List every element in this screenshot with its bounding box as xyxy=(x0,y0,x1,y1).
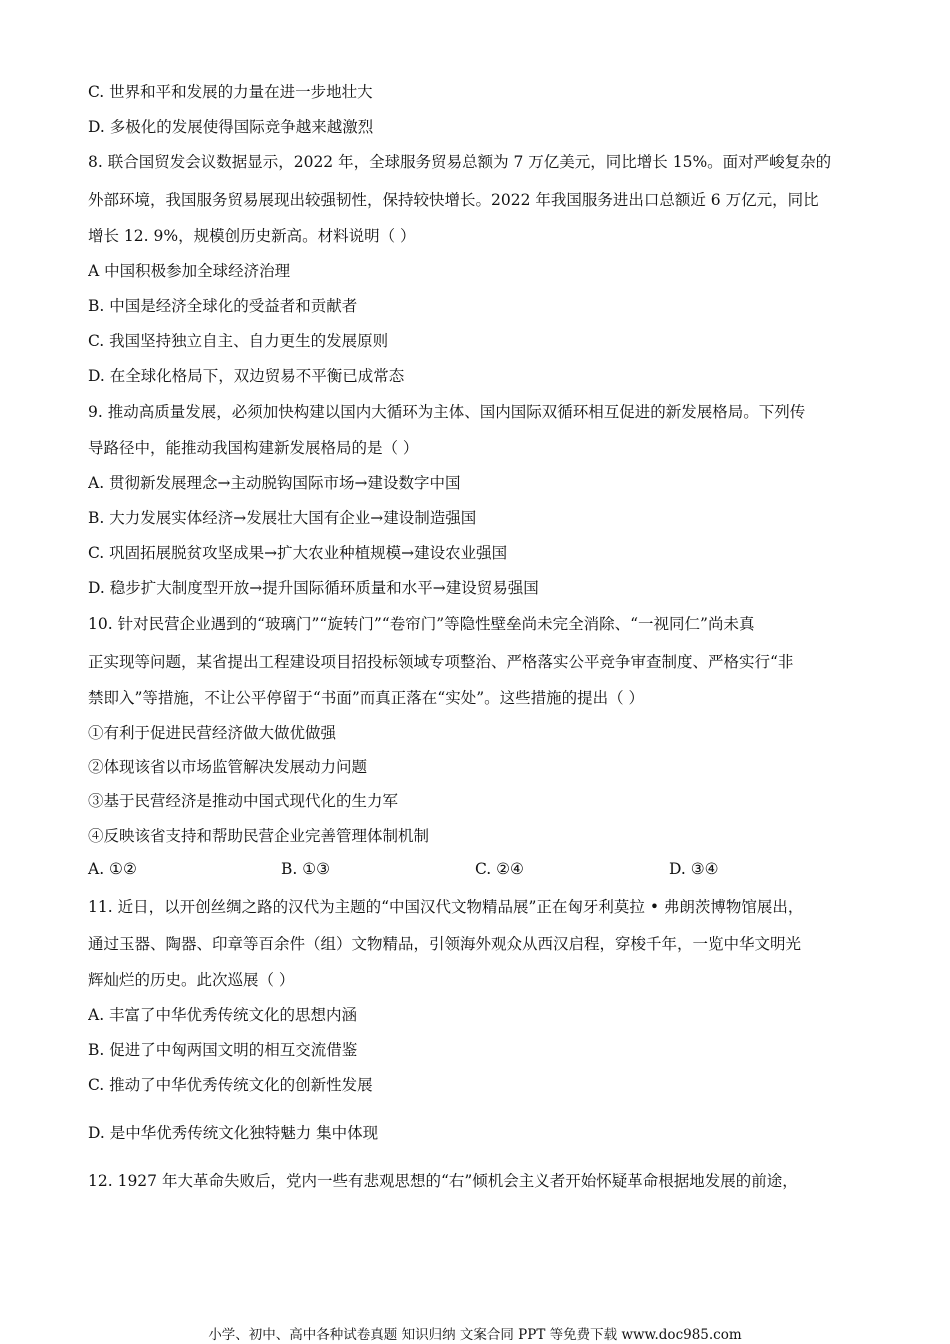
q10-option-d: D. ③④ xyxy=(669,860,719,878)
q11-option-c: C. 推动了中华优秀传统文化的创新性发展 xyxy=(88,1076,373,1094)
q7-option-c: C. 世界和平和发展的力量在进一步地壮大 xyxy=(88,83,373,101)
q10-statement-2: ②体现该省以市场监管解决发展动力问题 xyxy=(88,758,368,776)
q9-stem-line-1: 9. 推动高质量发展，必须加快构建以国内大循环为主体、国内国际双循环相互促进的新发展格局。下列传 xyxy=(88,403,806,421)
q8-stem-line-3: 增长 12. 9%，规模创历史新高。材料说明（ ） xyxy=(88,227,416,245)
q9-option-c: C. 巩固拓展脱贫攻坚成果→扩大农业种植规模→建设农业强国 xyxy=(88,544,508,562)
q11-option-b: B. 促进了中匈两国文明的相互交流借鉴 xyxy=(88,1041,358,1059)
q10-statement-3: ③基于民营经济是推动中国式现代化的生力军 xyxy=(88,792,399,810)
page-footer: 小学、初中、高中各种试卷真题 知识归纳 文案合同 PPT 等免费下载 www.doc985.com xyxy=(208,1327,742,1343)
q10-stem-line-1: 10. 针对民营企业遇到的“玻璃门”“旋转门”“卷帘门”等隐性壁垒尚未完全消除、“一视同仁”尚未真 xyxy=(88,615,755,633)
q10-statement-4: ④反映该省支持和帮助民营企业完善管理体制机制 xyxy=(88,827,430,845)
q8-stem-line-1: 8. 联合国贸发会议数据显示，2022 年，全球服务贸易总额为 7 万亿美元，同比增长 15%。面对严峻复杂的 xyxy=(88,153,832,171)
q10-options xyxy=(88,860,868,880)
q10-option-b: B. ①③ xyxy=(281,860,331,878)
q8-option-c: C. 我国坚持独立自主、自力更生的发展原则 xyxy=(88,332,389,350)
q8-option-a: A 中国积极参加全球经济治理 xyxy=(88,262,291,280)
q9-option-b: B. 大力发展实体经济→发展壮大国有企业→建设制造强国 xyxy=(88,509,477,527)
q7-option-d: D. 多极化的发展使得国际竞争越来越激烈 xyxy=(88,118,374,136)
q11-stem-line-2: 通过玉器、陶器、印章等百余件（组）文物精品，引领海外观众从西汉启程，穿梭千年，一览中华文明光 xyxy=(88,935,802,953)
q8-stem-line-2: 外部环境，我国服务贸易展现出较强韧性，保持较快增长。2022 年我国服务进出口总额近 6 万亿元，同比 xyxy=(88,191,819,209)
q10-stem-line-2: 正实现等问题，某省提出工程建设项目招投标领域专项整治、严格落实公平竞争审查制度、严格实行“非 xyxy=(88,653,794,671)
q8-option-d: D. 在全球化格局下，双边贸易不平衡已成常态 xyxy=(88,367,405,385)
q10-statement-1: ①有利于促进民营经济做大做优做强 xyxy=(88,724,337,742)
q11-stem-line-1: 11. 近日，以开创丝绸之路的汉代为主题的“中国汉代文物精品展”正在匈牙利莫拉 • 弗朗茨博物馆展出， xyxy=(88,898,804,916)
q9-stem-line-2: 导路径中，能推动我国构建新发展格局的是（ ） xyxy=(88,439,419,457)
q11-option-a: A. 丰富了中华优秀传统文化的思想内涵 xyxy=(88,1006,358,1024)
q8-option-b: B. 中国是经济全球化的受益者和贡献者 xyxy=(88,297,358,315)
q11-stem-line-3: 辉灿烂的历史。此次巡展（ ） xyxy=(88,971,295,989)
q12-stem-line-1: 12. 1927 年大革命失败后，党内一些有悲观思想的“右”倾机会主义者开始怀疑革命根据地发展的前途， xyxy=(88,1172,798,1190)
q10-option-a: A. ①② xyxy=(88,860,137,878)
q11-option-d: D. 是中华优秀传统文化独特魅力 集中体现 xyxy=(88,1124,379,1142)
q10-option-c: C. ②④ xyxy=(475,860,524,878)
q9-option-d: D. 稳步扩大制度型开放→提升国际循环质量和水平→建设贸易强国 xyxy=(88,579,539,597)
q10-stem-line-3: 禁即入”等措施，不让公平停留于“书面”而真正落在“实处”。这些措施的提出（ ） xyxy=(88,689,645,707)
q9-option-a: A. 贯彻新发展理念→主动脱钩国际市场→建设数字中国 xyxy=(88,474,461,492)
